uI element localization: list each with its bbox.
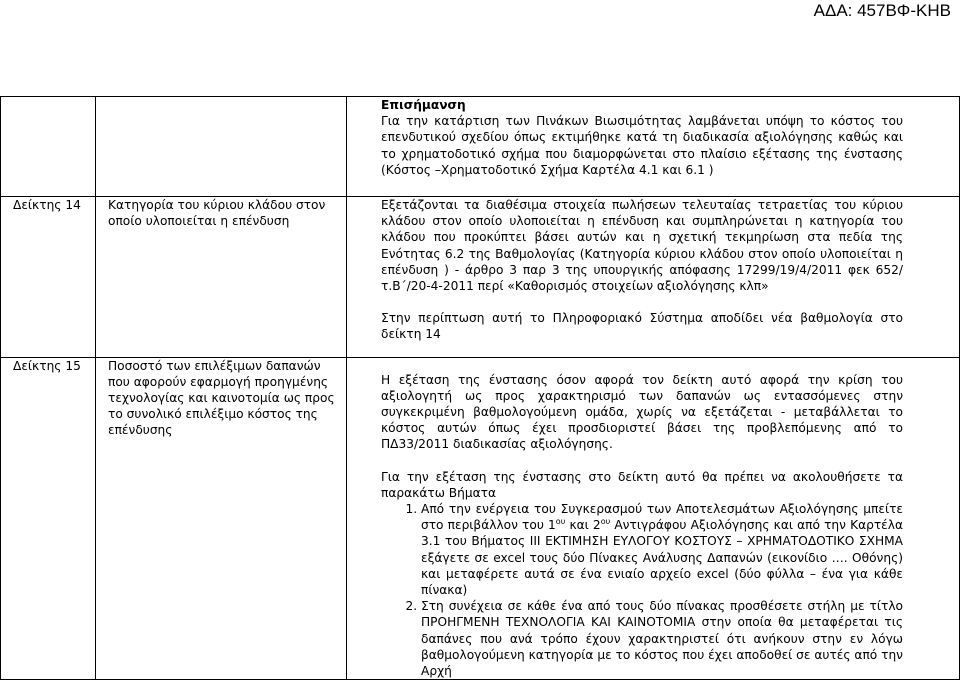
indicator-15-category <box>96 357 347 680</box>
indicator-15-label <box>1 357 96 680</box>
indicator-14-paragraph-2: Στην περίπτωση αυτή το Πληροφοριακό Σύστημα αποδίδει νέα βαθμολογία στο δείκτη 14 <box>381 311 903 342</box>
step-1-sup-1: ου <box>555 517 566 527</box>
indicator-15-paragraph-2: Για την εξέταση της ένστασης στο δείκτη αυτό θα πρέπει να ακολουθήσετε τα παρακάτω Βήματα <box>381 469 903 500</box>
cell-empty <box>1 97 96 197</box>
steps-list <box>381 501 903 679</box>
indicator-14-category-text: Κατηγορία του κύριου κλάδου στον οποίο υλοποιείται η επένδυση <box>108 198 326 229</box>
indicator-14-category <box>96 197 347 358</box>
step-2: 2. Στη συνέχεια σε κάθε ένα από τους δύο πίνακας προσθέσετε στήλη με τίτλο ΠΡΟΗΓΜΕΝΗ ΤΕΧΝΟΛΟΓΙΑ ΚΑΙ ΚΑΙΝΟΤΟΜΙΑ στην οποία θα μεταφέρεται τις δαπάνες που ανά τρόπο έχουν χαρακτηριστεί ότι ανήκουν στην εν λόγω βαθμολογούμενη κατηγορία με το κόστος που έχει αποδοθεί σε αυτές από την Αρχή <box>421 598 903 679</box>
indicator-15-category-text: Ποσοστό των επιλέξιμων δαπανών που αφορούν εφαρμογή προηγμένης τεχνολογίας και καινοτομία ως προς το συνολικό επιλέξιμο κόστος της επένδυσης <box>108 358 335 438</box>
note-heading: Επισήμανση <box>381 98 466 112</box>
ada-code: ΑΔΑ: 457ΒΦ-ΚΗΒ <box>813 1 951 20</box>
indicator-14-paragraph-1: Εξετάζονται τα διαθέσιμα στοιχεία πωλήσεων τελευταίας τετραετίας του κύριου κλάδου στον οποίο υλοποιείται η επένδυση και συμπληρώνεται η κατηγορία του κλάδου που προκύπτει βάσει αυτών και η σχετική τεκμηρίωση στα πεδία της Ενότητας 6.2 της Βαθμολογίας (Κατηγορία κύριου κλάδου στον οποίο υλοποιείται η επένδυση ) - άρθρο 3 παρ 3 της υπουργικής απόφασης 17299/19/4/2011 φεκ 652/τ.Β΄/20-4-2011 περί «Καθορισμός στοιχείων αξιολόγησης κλπ» <box>381 198 903 294</box>
note-cell <box>347 97 960 197</box>
indicator-15-paragraph-1: Η εξέταση της ένστασης όσον αφορά τον δείκτη αυτό αφορά την κρίση του αξιολογητή ως προς χαρακτηρισμό των δαπανών ως εντασσόμενες στην συγκεκριμένη βαθμολογούμενη ομάδα, χωρίς να εξετάζεται - μεταβάλλεται το κόστος αυτών όπως έχει προσδιοριστεί βάσει της προβλεπόμενης από το ΠΔ33/2011 διαδικασίας αξιολόγησης. <box>381 372 903 452</box>
indicator-14-description <box>347 197 960 358</box>
step-1 <box>421 501 903 598</box>
table-row-indicator-15 <box>1 357 960 680</box>
step-1-text-a: Από την ενέργεια του Συγκερασμού των Αποτελεσμάτων Αξιολόγησης μπείτε στο περιβάλλον του 1 <box>421 502 903 533</box>
note-text: Για την κατάρτιση των Πινάκων Βιωσιμότητας λαμβάνεται υπόψη το κόστος του επενδυτικού σχεδίου όπως εκτιμήθηκε κατά τη διαδικασία αξιολόγησης καθώς και το χρηματοδοτικό σχήμα που διαμορφώνεται στο πλαίσιο εξέτασης της ένστασης (Κόστος –Χρηματοδοτικό Σχήμα Καρτέλα 4.1 και 6.1 ) <box>381 114 903 177</box>
indicator-14-label-text: Δείκτης 14 <box>13 198 81 213</box>
step-1-text-c: Αντιγράφου Αξιολόγησης και από την Καρτέλα 3.1 του Βήματος ΙΙΙ ΕΚΤΙΜΗΣΗ ΕΥΛΟΓΟΥ ΚΟΣΤΟΥΣ – ΧΡΗΜΑΤΟΔΟΤΙΚΟ ΣΧΗΜΑ εξάγετε σε excel τους δύο Πίνακες Ανάλυσης Δαπανών (εικονίδιο …. Οθόνης) και μεταφέρετε αυτά σε ένα ενιαίο αρχείο excel (δύο φύλλα – ένα για κάθε πίνακα) <box>421 518 904 598</box>
evaluation-table <box>0 96 960 680</box>
table-row-note <box>1 97 960 197</box>
indicator-14-label <box>1 197 96 358</box>
step-1-sup-2: ου <box>600 517 611 527</box>
step-1-text-b: και 2 <box>565 518 601 533</box>
indicator-15-description <box>347 357 960 680</box>
indicator-15-label-text: Δείκτης 15 <box>13 358 81 373</box>
table-row-indicator-14 <box>1 197 960 358</box>
cell-empty <box>96 97 347 197</box>
